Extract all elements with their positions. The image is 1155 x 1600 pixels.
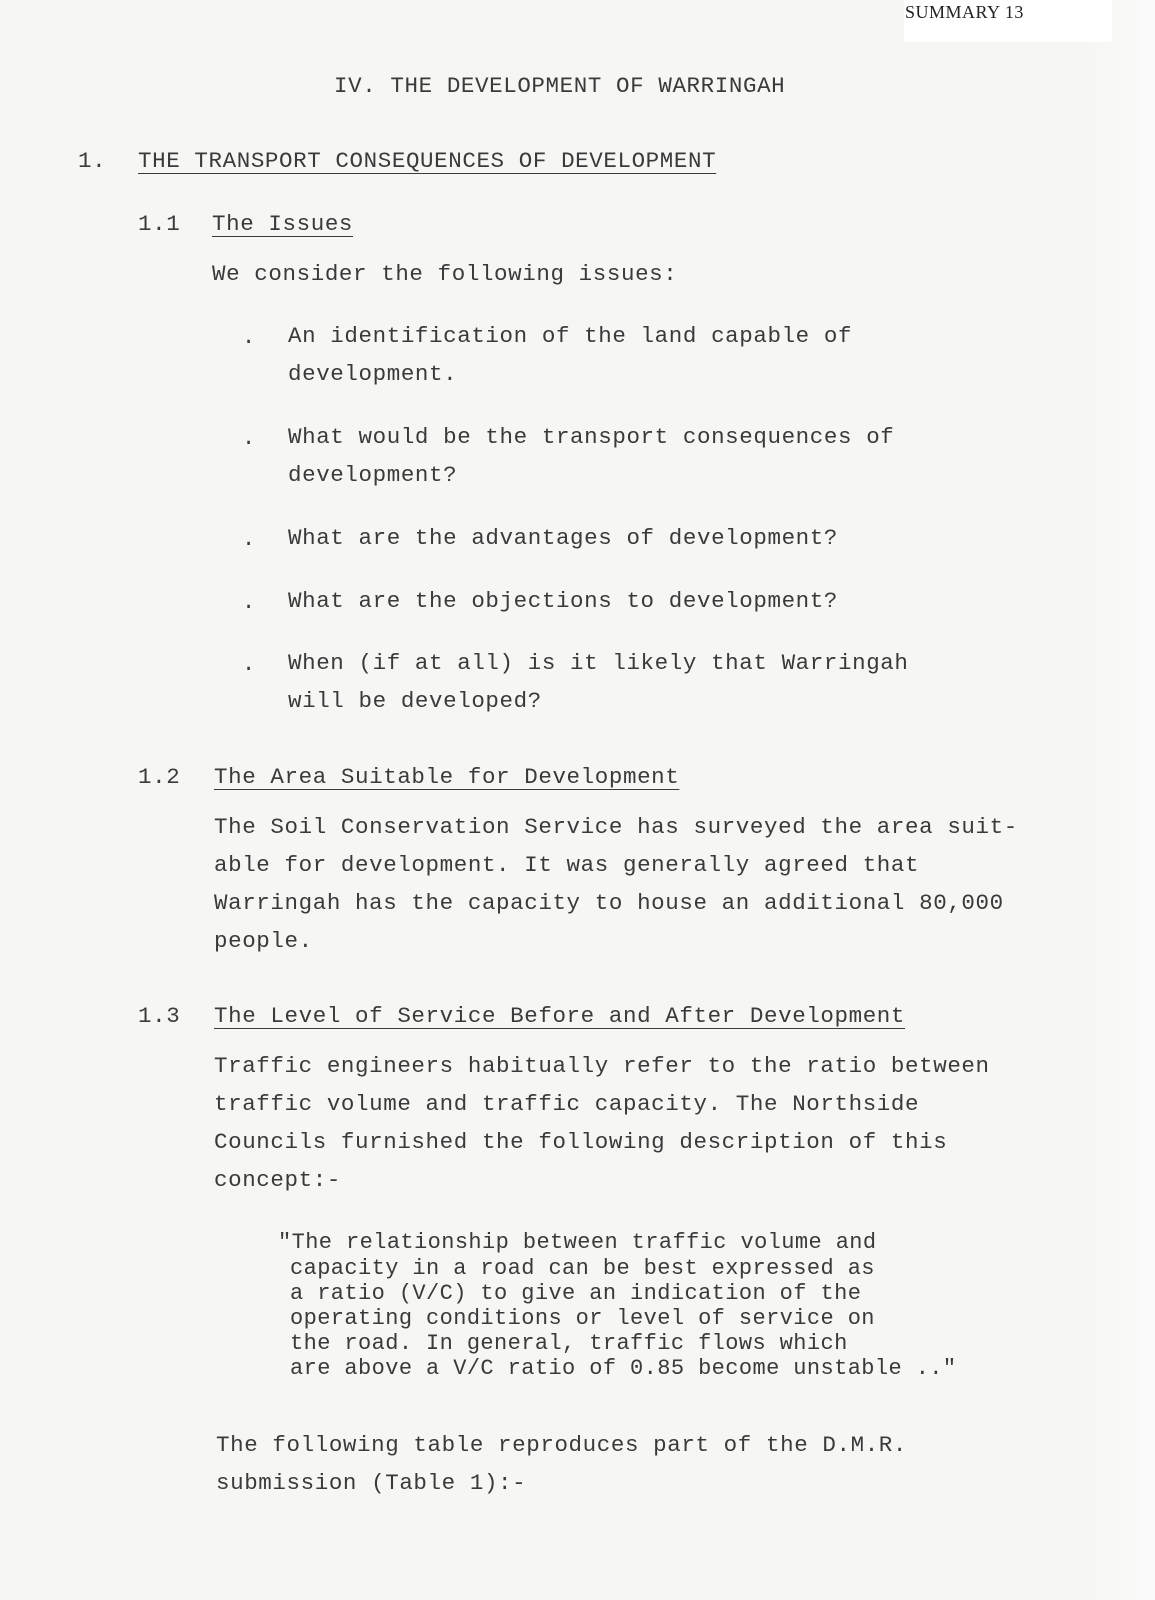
paragraph-line: Councils furnished the following description of this <box>214 1129 948 1155</box>
bullet-line: What would be the transport consequences of <box>288 424 895 450</box>
paragraph-line: Warringah has the capacity to house an additional 80,000 <box>214 890 1004 916</box>
subsection-number: 1.2 <box>138 764 181 790</box>
paragraph-line: submission (Table 1):- <box>216 1470 527 1496</box>
bullet-dot: . <box>242 590 256 615</box>
subsection-number: 1.3 <box>138 1003 181 1029</box>
quote-line: "The relationship between traffic volume and <box>278 1230 877 1255</box>
section-number: 1. <box>78 148 107 174</box>
page-edge-shadow <box>1085 0 1155 1600</box>
bullet-dot: . <box>242 325 256 350</box>
bullet-line: When (if at all) is it likely that Warringah <box>288 650 909 676</box>
section-title: THE TRANSPORT CONSEQUENCES OF DEVELOPMENT <box>138 148 717 174</box>
subsection-title: The Area Suitable for Development <box>214 764 680 790</box>
bullet-line: An identification of the land capable of <box>288 323 853 349</box>
bullet-dot: . <box>242 652 256 677</box>
paragraph-line: The following table reproduces part of the D.M.R. <box>216 1432 908 1458</box>
subsection-number: 1.1 <box>138 211 181 237</box>
chapter-title: IV. THE DEVELOPMENT OF WARRINGAH <box>334 73 786 99</box>
paragraph-line: Traffic engineers habitually refer to the ratio between <box>214 1053 990 1079</box>
bullet-line: development. <box>288 361 458 387</box>
paragraph-line: able for development. It was generally agreed that <box>214 852 920 878</box>
quote-line: a ratio (V/C) to give an indication of the <box>290 1281 862 1306</box>
paragraph-line: concept:- <box>214 1167 341 1193</box>
bullet-line: What are the objections to development? <box>288 588 838 614</box>
bullet-line: What are the advantages of development? <box>288 525 838 551</box>
bullet-dot: . <box>242 426 256 451</box>
quote-line: capacity in a road can be best expressed as <box>290 1256 875 1281</box>
bullet-line: development? <box>288 462 458 488</box>
subsection-title: The Level of Service Before and After Development <box>214 1003 906 1029</box>
quote-line: are above a V/C ratio of 0.85 become unstable .." <box>290 1356 957 1381</box>
subsection-title: The Issues <box>212 211 354 237</box>
bullet-line: will be developed? <box>288 688 542 714</box>
paragraph-line: traffic volume and traffic capacity. The Northside <box>214 1091 920 1117</box>
page-label: SUMMARY 13 <box>905 2 1024 22</box>
bullet-dot: . <box>242 527 256 552</box>
paragraph-line: people. <box>214 928 313 954</box>
quote-line: operating conditions or level of service on <box>290 1306 875 1331</box>
quote-line: the road. In general, traffic flows which <box>290 1331 848 1356</box>
intro-text: We consider the following issues: <box>212 261 678 287</box>
paragraph-line: The Soil Conservation Service has surveyed the area suit- <box>214 814 1018 840</box>
